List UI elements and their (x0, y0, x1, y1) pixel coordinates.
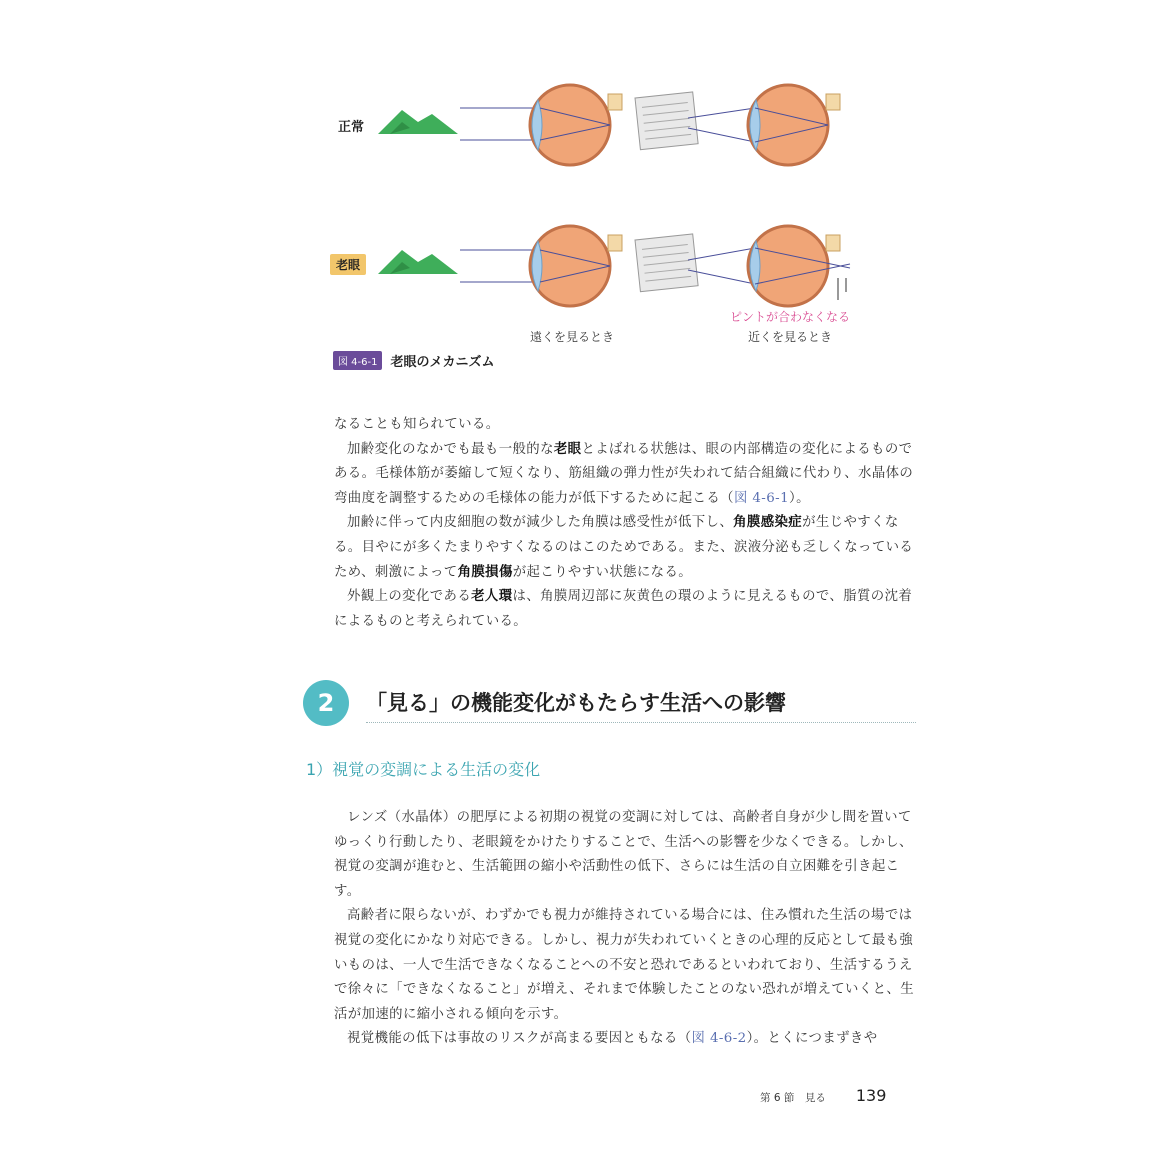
paragraph: 加齢変化のなかでも最も一般的な老眼とよばれる状態は、眼の内部構造の変化によるものである。毛様体筋が萎縮して短くなり、筋組織の弾力性が失われて結合組織に代わり、水晶体の弯曲度を調整するための毛様体の能力が低下するために起こる（図 4-6-1）。 (334, 441, 914, 506)
keyword: 老人環 (471, 589, 513, 605)
newspaper-icon (635, 92, 698, 150)
body-text-2 (334, 806, 916, 1052)
page-number: 139 (855, 1086, 887, 1105)
mountain-icon (378, 250, 458, 274)
keyword: 老眼 (553, 441, 582, 457)
subsection-title: 1）視覚の変調による生活の変化 (306, 760, 541, 779)
figure-reference-link[interactable]: 図 4-6-2 (691, 1031, 747, 1047)
paragraph: なることも知られている。 (334, 417, 500, 432)
figure-illustration (330, 70, 930, 370)
paragraph: 加齢に伴って内皮細胞の数が減少した角膜は感受性が低下し、角膜感染症が生じやすくなる。目やにが多くたまりやすくなるのはこのためである。また、涙液分泌も乏しくなっているため、刺激によって角膜損傷が起こりやすい状態になる。 (334, 515, 914, 580)
newspaper-icon (635, 234, 698, 292)
mountain-icon (378, 110, 458, 134)
keyword: 角膜損傷 (457, 564, 513, 580)
figure-presbyopia-mechanism (330, 70, 930, 370)
label-normal: 正常 (338, 120, 365, 135)
page-footer (760, 1086, 886, 1105)
figure-number: 図 4-6-1 (333, 351, 382, 370)
caption-near: 近くを見るとき (748, 330, 833, 344)
footer-section-label: 第 6 節 見る (760, 1092, 826, 1104)
presbyopia-row (378, 226, 850, 306)
figure-caption (333, 351, 495, 370)
section-title: 「見る」の機能変化がもたらす生活への影響 (366, 691, 786, 715)
paragraph: 外観上の変化である老人環は、角膜周辺部に灰黄色の環のように見えるもので、脂質の沈着によるものと考えられている。 (334, 589, 913, 629)
normal-row (378, 85, 840, 165)
paragraph: 高齢者に限らないが、わずかでも視力が維持されている場合には、住み慣れた生活の場では視覚の変化にかなり対応できる。しかし、視力が失われていくときの心理的反応として最も強いものは、一人で生活できなくなることへの不安と恐れであるといわれており、生活するうえで徐々に「できなくなること」が増え、それまで体験したことのない恐れが増えていくと、生活が加速的に縮小される傾向を示す。 (334, 908, 915, 1022)
figure-reference-link[interactable]: 図 4-6-1 (733, 490, 789, 506)
paragraph: 視覚機能の低下は事故のリスクが高まる要因ともなる（図 4-6-2）。とくにつまずきや (347, 1031, 878, 1047)
section-number-badge: 2 (303, 680, 349, 726)
keyword: 角膜感染症 (733, 515, 803, 531)
caption-far: 遠くを見るとき (530, 330, 615, 344)
body-text-1 (334, 413, 916, 634)
out-of-focus-note: ピントが合わなくなる (730, 310, 851, 324)
paragraph: レンズ（水晶体）の肥厚による初期の視覚の変調に対しては、高齢者自身が少し間を置いてゆっくり行動したり、老眼鏡をかけたりすることで、生活への影響を少なくできる。しかし、視覚の変調が進むと、生活範囲の縮小や活動性の低下、さらには生活の自立困難を引き起こす。 (334, 810, 913, 899)
figure-title: 老眼のメカニズム (390, 355, 495, 370)
section-divider (366, 722, 916, 723)
label-presbyopia: 老眼 (330, 254, 366, 275)
section-heading (303, 680, 915, 724)
